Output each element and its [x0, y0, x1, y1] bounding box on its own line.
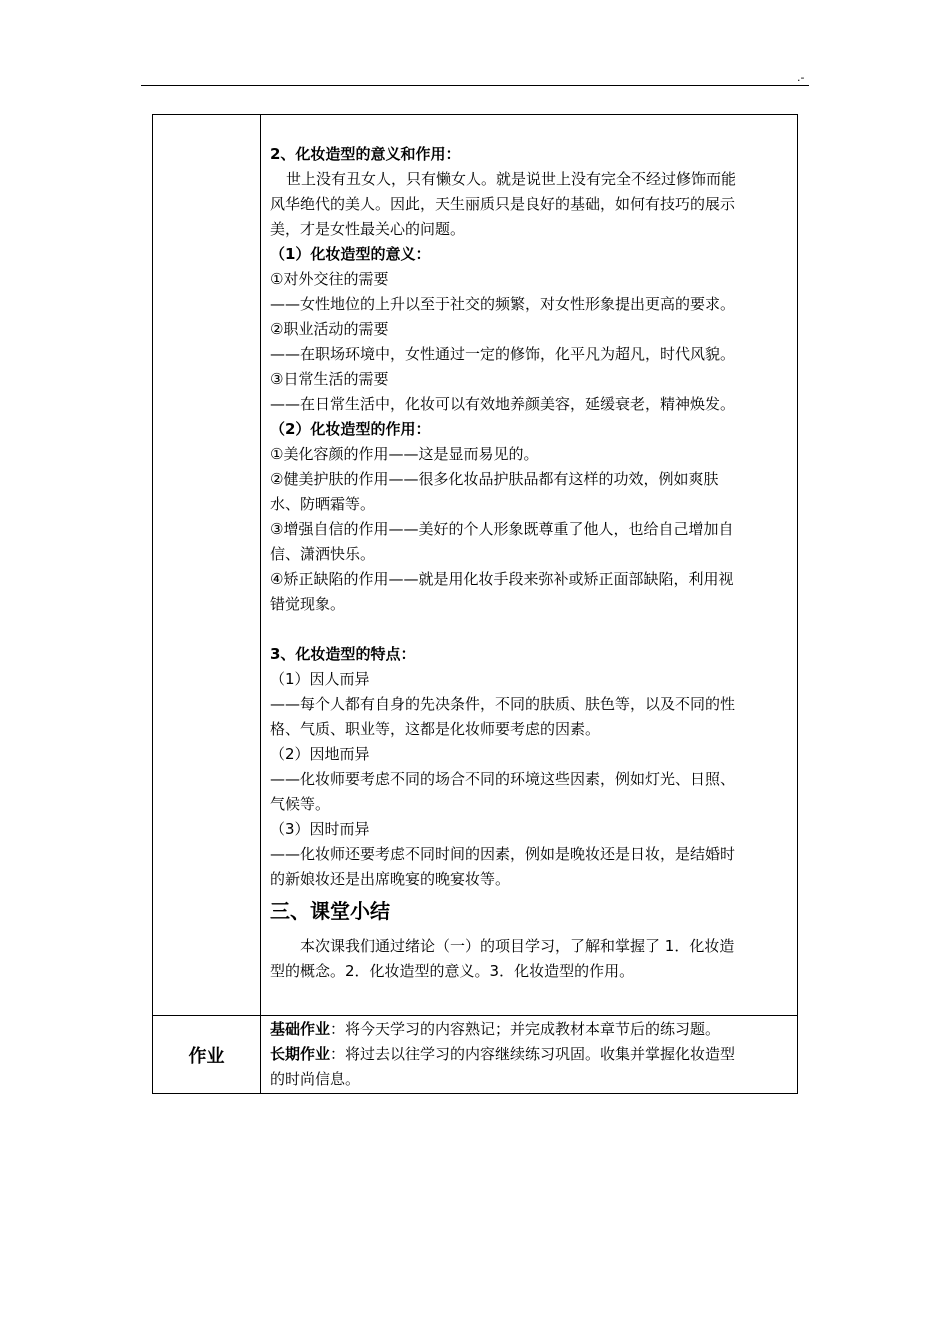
summary-line: 型的概念。2．化妆造型的意义。3．化妆造型的作用。 [270, 962, 635, 980]
function-line: 信、潇洒快乐。 [270, 545, 376, 563]
function-line: ②健美护肤的作用——很多化妆品护肤品都有这样的功效，例如爽肤 [270, 470, 719, 488]
homework-row [153, 1016, 798, 1094]
blank-spacer [270, 617, 789, 642]
homework-cell [261, 1016, 798, 1094]
content-cell [261, 115, 798, 1016]
summary-heading: 三、课堂小结 [270, 899, 390, 923]
header-rule [141, 85, 809, 86]
function-line: 错觉现象。 [270, 595, 346, 613]
long-homework-label: 长期作业 [270, 1045, 331, 1063]
function-line: 水、防晒霜等。 [270, 495, 376, 513]
section3-line: （1）因人而异 [270, 670, 370, 688]
section3-line: 的新娘妆还是出席晚宴的晚宴妆等。 [270, 870, 511, 888]
long-homework-text: ：将过去以往学习的内容继续练习巩固。收集并掌握化妆造型 [330, 1045, 736, 1063]
section3-line: （2）因地而异 [270, 745, 370, 763]
section3-line: ——化妆师还要考虑不同时间的因素，例如是晚妆还是日妆，是结婚时 [270, 845, 736, 863]
section3-line: 气候等。 [270, 795, 331, 813]
meaning-line: ——在日常生活中，化妆可以有效地养颜美容，延缓衰老，精神焕发。 [270, 395, 736, 413]
meaning-line: ——女性地位的上升以至于社交的频繁，对女性形象提出更高的要求。 [270, 295, 736, 313]
content-row [153, 115, 798, 1016]
header-mark: .- [797, 71, 805, 84]
left-empty-cell [153, 115, 261, 1016]
function-line: ④矫正缺陷的作用——就是用化妆手段来弥补或矫正面部缺陷，利用视 [270, 570, 734, 588]
long-homework-line-2: 的时尚信息。 [270, 1070, 361, 1088]
section2-intro-line: 风华绝代的美人。因此，天生丽质只是良好的基础，如何有技巧的展示 [270, 195, 736, 213]
function-title: （2）化妆造型的作用： [270, 420, 431, 438]
basic-homework-line [270, 1017, 789, 1042]
basic-homework-text: ：将今天学习的内容熟记；并完成教材本章节后的练习题。 [330, 1020, 721, 1038]
long-homework-line [270, 1042, 789, 1067]
section2-title: 2、化妆造型的意义和作用： [270, 145, 461, 163]
meaning-line: ——在职场环境中，女性通过一定的修饰，化平凡为超凡，时代风貌。 [270, 345, 736, 363]
section3-title: 3、化妆造型的特点： [270, 645, 416, 663]
section3-line: （3）因时而异 [270, 820, 370, 838]
summary-line: 本次课我们通过绪论（一）的项目学习，了解和掌握了 1．化妆造 [300, 937, 735, 955]
section2-intro-line: 世上没有丑女人，只有懒女人。就是说世上没有完全不经过修饰而能 [286, 170, 737, 188]
section3-line: 格、气质、职业等，这都是化妆师要考虑的因素。 [270, 720, 601, 738]
function-line: ①美化容颜的作用——这是显而易见的。 [270, 445, 539, 463]
basic-homework-label: 基础作业 [270, 1020, 331, 1038]
meaning-line: ③日常生活的需要 [270, 370, 389, 388]
section3-line: ——每个人都有自身的先决条件，不同的肤质、肤色等，以及不同的性 [270, 695, 736, 713]
lesson-table [152, 114, 798, 1094]
function-line: ③增强自信的作用——美好的个人形象既尊重了他人，也给自己增加自 [270, 520, 734, 538]
meaning-title: （1）化妆造型的意义： [270, 245, 431, 263]
homework-label: 作业 [153, 1016, 261, 1094]
section3-line: ——化妆师要考虑不同的场合不同的环境这些因素，例如灯光、日照、 [270, 770, 736, 788]
section2-intro-line: 美，才是女性最关心的问题。 [270, 220, 466, 238]
meaning-line: ②职业活动的需要 [270, 320, 389, 338]
meaning-line: ①对外交往的需要 [270, 270, 389, 288]
